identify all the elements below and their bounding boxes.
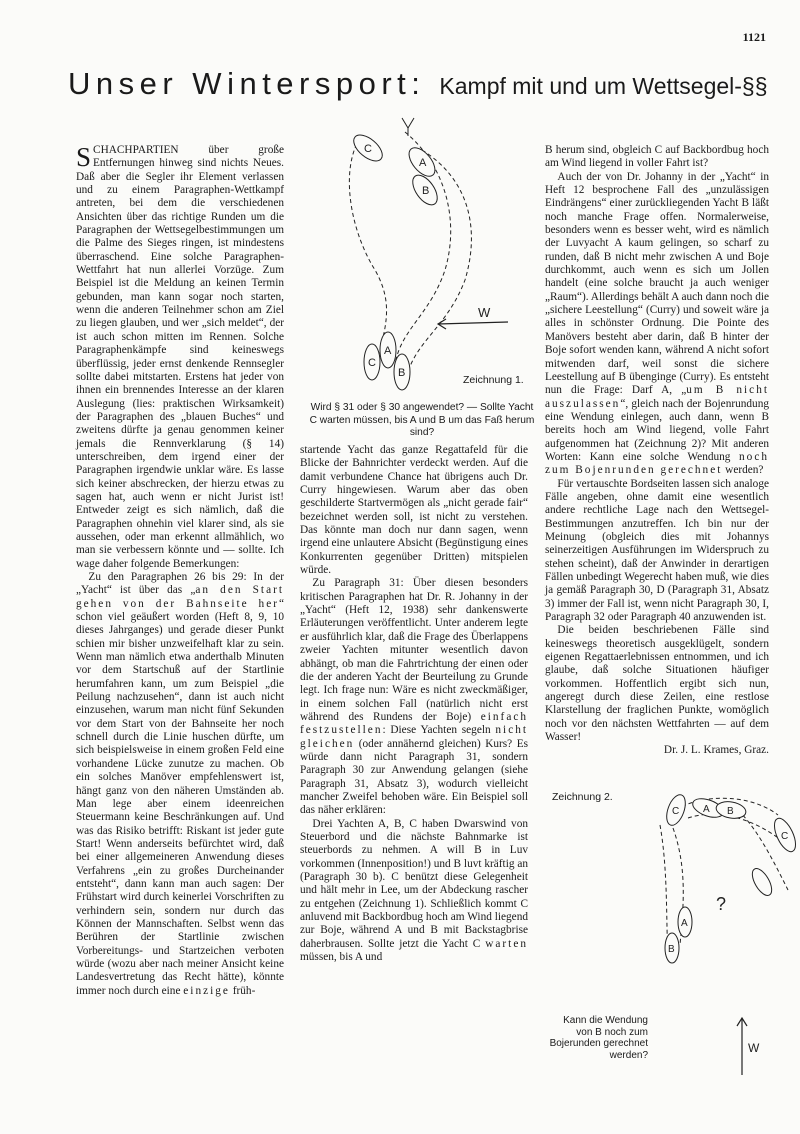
title-main: Unser Wintersport: [68, 66, 426, 101]
paragraph-text: CHACHPARTIEN über große Entfernungen hinweg sind nichts Neues. Daß aber die Segler ihr Element verlassen und zu einem Paragraphen-Wettkampf antreten, bei dem die verschiedenen Ansichten über das richtige Runden um die Paragraphen der Wettsegelbestimmungen um die Palme des Sieges ringen, ist mindestens überraschend. Eine solche Paragraphen-Wettfahrt hat nun allerlei Vorzüge. Zum Beispiel ist die Meldung an keinen Termin gebunden, man kann sogar noch starten, wenn die anderen Teilnehmer schon am Ziel zu liegen glauben, und wer „sich meldet“, der ist auch schon mitten im Rennen. Solche Paragraphenkämpfe sind keineswegs überflüssig, jeder ernst denkende Rennsegler sollte dabei mitstarten. Erstens hat jeder von ihnen ein brennendes Interesse an der klaren Auslegung (lies: praktischen Wirksamkeit) der Paragraphen des „blauen Buches“ und zweitens dürfte ja genau genommen keiner jemals die Rennverklarung (§ 14) unterschreiben, dem irgend einer der Paragraphen irgendwie unklar wäre. Es lasse sich keiner abschrecken, der hierzu etwas zu sagen hat, auch wenn er nicht Jurist ist! Entweder zeigt es sich nämlich, daß die Paragraphen ohnehin viel klarer sind, als sie aussehen, oder man erkennt allmählich, wo man sie verbessern könnte und — sollte. Ich wage daher folgende Bemerkungen: [76, 144, 284, 570]
boat-label: B [727, 806, 734, 817]
boat-label: A [703, 804, 710, 815]
spaced-emphasis: warten [485, 937, 528, 950]
paragraph-text: : Diese Yachten segeln [382, 724, 496, 737]
paragraph-text: Die beiden beschriebenen Fälle sind keineswegs theoretisch ausgeklügelt, sondern eigenen Regattaerlebnissen entnommen, und ich glaube, daß solche Situationen häufiger vorkommen. Hoffentlich ergibt sich nun, angeregt durch diese Zeilen, eine restlose Klarstellung der fraglichen Punkte, womöglich noch vor den nächsten Wettfahrten — auf dem Wasser! [545, 624, 769, 744]
paragraph [545, 144, 769, 171]
paragraph-text: (oder annähernd gleichen) Kurs? Es würde dann nicht Paragraph 31, sondern Paragraph 30 zur Anwendung gelangen (siehe Paragraph 31, Absatz 3), wodurch vielleicht mancher Zweifel behoben wäre. Ein Beispiel soll das näher erklären: [300, 737, 528, 817]
figure-1-drawing [330, 110, 530, 400]
author-signature: Dr. J. L. Krames, Graz. [663, 744, 769, 757]
drop-cap: S [76, 142, 92, 172]
paragraph-text: Zu den Paragraphen 26 bis 29: In der „Yacht“ ist über das „ [76, 571, 284, 597]
spaced-emphasis: einfach festzustellen [300, 710, 528, 737]
paragraph-text: “ schon viel geäußert worden (Heft 8, 9, 10 dieses Jahrganges) und gerade dieser Punkt schien mir bisher unzweifelhaft klar zu sein. Wenn man nämlich etwa anderthalb Minuten vor dem Startschuß auf der Startlinie herumfahren kann, um zum Beispiel „die Peilung nachzusehen“, dann ist auch nicht einzusehen, warum man nicht fünf Sekunden vor dem Start von der Bahnseite her noch schnell durch die Linie huschen dürfte, um sich beispielsweise in einem großen Feld eine vorhandene Lücke zunutze zu machen. Ob ein solches Manöver empfehlenswert ist, hängt ganz von den näheren Umständen ab. Man lege aber einem ideenreichen Steuermann keine Beschränkungen auf. Und was das Risiko betrifft: Riskant ist jeder gute Start! Wenn anderseits befürchtet wird, daß bei einer allgemeineren Anwendung dieses Verfahrens „ein zu großes Durcheinander entsteht“, dann kann man auch sagen: Der Frühstart wird durch keinerlei Vorschriften zu verhindern sein, sondern nur durch das Können der Mannschaften. Selbst wenn das Berühren der Startlinie zwischen Vorbereitungs- und Startzeichen verboten würde (wozu aber nach meiner Ansicht keine Landesvertretung das Recht hätte), könnte immer noch durch eine [76, 597, 284, 997]
figure-1-caption: Wird § 31 oder § 30 angewendet? — Sollte Yacht C warten müssen, bis A und B um das Faß herum sind? [309, 402, 535, 438]
spaced-emphasis: um B nicht auszulassen [545, 384, 769, 410]
paragraph-text: “, gleich nach der Bojenrundung eine Wendung einlegen, auch dann, wenn B bereits hoch am Wind liegend, volle Fahrt aufgenommen hat (Zeichnung 2)? Mit anderen Worten: Kann eine solche Wendung [545, 397, 769, 463]
spaced-emphasis: an den Start gehen von der Bahnseite her [76, 584, 284, 610]
wind-arrow [737, 1018, 747, 1075]
figure-2-label: Zeichnung 2. [552, 791, 613, 803]
title-sub: Kampf mit und um Wettsegel-§§ [439, 73, 768, 99]
boat-label: A [681, 918, 688, 929]
boat-label: C [781, 831, 789, 842]
paragraph-text: müssen, bis A und [300, 951, 383, 964]
paragraph [300, 444, 528, 577]
paragraph-text: B herum sind, obgleich C auf Backbordbug hoch am Wind liegend in voller Fahrt ist? [545, 144, 769, 170]
spaced-emphasis: noch zum Bojenrunden gerechnet [545, 450, 769, 477]
paragraph [300, 818, 528, 965]
paragraph-text: werden? [722, 464, 764, 477]
paragraph [300, 577, 528, 817]
figure-1-label: Zeichnung 1. [463, 374, 524, 386]
boat-label: B [422, 185, 430, 197]
paragraph [545, 478, 769, 625]
spaced-emphasis: einzige [183, 984, 230, 997]
paragraph [76, 571, 284, 998]
wind-label: W [748, 1041, 760, 1055]
paragraph-text: Drei Yachten A, B, C haben Dwarswind von Steuerbord und die nächste Bahnmarke ist steuerbords zu nehmen. A will B in Luv vorkommen (Innenposition!) und B luvt kräftig an (Paragraph 30 b). C benützt diese Gelegenheit und hält mehr in Lee, um der Abdeckung rascher zu entgehen (Zeichnung 1). Schließlich kommt C anluvend mit Backbordbug hoch am Wind liegend zur Boje, während A und B mit Backstagbrise daherbrausen. Sollte jetzt die Yacht C [300, 817, 528, 950]
article-title [68, 66, 788, 106]
page-number: 1121 [742, 30, 766, 44]
paragraph [545, 171, 769, 478]
paragraph-text: Auch der von Dr. Johanny in der „Yacht“ in Heft 12 besprochene Fall des „unzulässigen Eindrängens“ einer zurückliegenden Yacht B läßt noch manche Frage offen. Normalerweise, besonders wenn es besser weht, wird es nämlich der Luvyacht A kaum gelingen, so scharf zu runden, daß B nicht mehr zwischen A und Boje durchkommt, auch wenn es sich um Jollen handelt (eine solche braucht ja auch weniger „Raum“). Allerdings behält A auch dann noch die „sichere Leestellung“ (Curry) und soweit wäre ja alles in schönster Ordnung. Die Pointe des Manövers besteht aber darin, daß B hinter der Boje sofort wenden kann, während A nicht sofort mitwenden darf, weil sonst die sichere Leestellung auf B übenginge (Curry). Es entsteht nun die Frage: Darf A, „ [545, 170, 769, 397]
text-column-3 [545, 144, 769, 758]
figure-2-caption: Kann die Wendung von B noch zum Bojerunden gerechnet werden? [549, 1015, 648, 1061]
paragraph [545, 624, 769, 744]
question-mark: ? [716, 894, 727, 914]
paragraph [76, 144, 284, 571]
paragraph-text: startende Yacht das ganze Regattafeld für die Blicke der Bahnrichter verdeckt werden. Auf die damit verbundene Chance hat übrigens auch Dr. Curry hingewiesen. Warum aber das oben geschilderte Startvermögen als „nicht gerade fair“ bezeichnet werden soll, ist nicht zu verstehen. Das könnte man doch nur dann sagen, wenn irgend eine unlautere Absicht (Begünstigung eines Konkurrenten gegenüber Dritten) mitspielen würde. [300, 444, 528, 577]
text-column-2 [300, 444, 528, 964]
spaced-emphasis: nicht gleichen [300, 724, 528, 750]
paragraph-text: früh- [229, 984, 256, 997]
wind-arrow [438, 319, 508, 329]
boat-label: B [398, 367, 406, 379]
paragraph-text: Zu Paragraph 31: Über diesen besonders kritischen Paragraphen hat Dr. R. Johanny in der „Yacht“ (Heft 12, 1938) sehr dankenswerte Erläuterungen veröffentlicht. Unter anderem legte er ausführlich klar, daß die Frage des Überlappens zweier Yachten mitunter wesentlich davon abhängt, ob man die Fahrtrichtung der einen oder die der anderen Yacht der Beurteilung zu Grunde legt. Ich frage nun: Wäre es nicht zweckmäßiger, in einem solchen Fall (natürlich nicht erst während des Rundens der Boje) [300, 577, 528, 723]
boat-label: C [364, 143, 372, 155]
boat-label: B [668, 944, 675, 955]
text-column-1 [76, 144, 284, 998]
boat-label: A [419, 157, 427, 169]
wind-label: W [478, 305, 491, 320]
paragraph-text: Für vertauschte Bordseiten lassen sich analoge Fälle angeben, ohne damit eine wesentlich andere rechtliche Lage nach den Wettsegel-Bestimmungen anzutreffen. Ich bin nur der Meinung (obgleich dies mit Johannys seinerzeitigen Ausführungen im Widerspruch zu stehen scheint), daß der Anwinder in derartigen Fällen unbedingt Wegerecht haben muß, wie dies ja gemäß Paragraph 30, D (Paragraph 31, Absatz 3) immer der Fall ist, wenn nicht Paragraph 30, I, Paragraph 32 oder Paragraph 40 anzuwenden ist. [545, 477, 769, 624]
boat-label: C [368, 357, 376, 369]
boat-label: C [672, 806, 680, 817]
boat-label: A [384, 345, 392, 357]
